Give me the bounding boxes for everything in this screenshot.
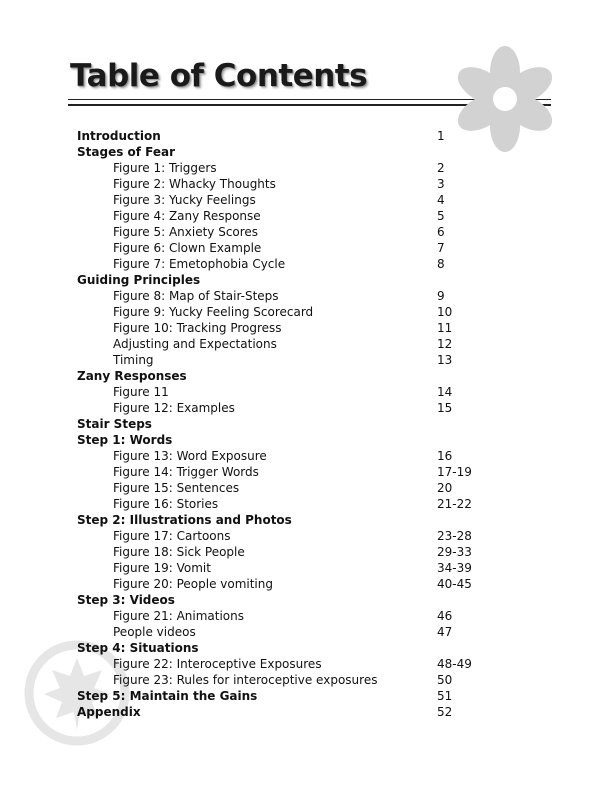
toc-entry-title: Figure 9: Yucky Feeling Scorecard xyxy=(113,305,314,319)
toc-section-entry[interactable] xyxy=(77,512,477,528)
toc-entry-page: 15 xyxy=(437,401,453,415)
toc-section-entry[interactable] xyxy=(77,368,477,384)
toc-entry-title: Introduction xyxy=(77,129,161,143)
toc-entry-title: Step 4: Situations xyxy=(77,641,199,655)
toc-entry-page: 48-49 xyxy=(437,657,472,671)
toc-entry[interactable] xyxy=(77,160,477,176)
toc-section-entry[interactable] xyxy=(77,416,477,432)
toc-entry-title: Zany Responses xyxy=(77,369,187,383)
toc-entry[interactable] xyxy=(77,192,477,208)
toc-entry-page: 1 xyxy=(437,129,445,143)
toc-entry-title: Figure 6: Clown Example xyxy=(113,241,262,255)
toc-entry-page: 12 xyxy=(437,337,453,351)
toc-entry-title: Figure 1: Triggers xyxy=(113,161,217,175)
toc-entry-page: 10 xyxy=(437,305,453,319)
toc-entry-page: 5 xyxy=(437,209,445,223)
page-title: Table of Contents xyxy=(70,58,368,94)
toc-entry-page: 21-22 xyxy=(437,497,472,511)
toc-entry-page: 40-45 xyxy=(437,577,472,591)
toc-entry-title: Figure 21: Animations xyxy=(113,609,245,623)
toc-entry-title: Stages of Fear xyxy=(77,145,176,159)
toc-entry-title: Figure 3: Yucky Feelings xyxy=(113,193,256,207)
toc-entry-title: Figure 17: Cartoons xyxy=(113,529,231,543)
toc-entry-page: 23-28 xyxy=(437,529,472,543)
toc-entry-page: 2 xyxy=(437,161,445,175)
toc-entry-page: 9 xyxy=(437,289,445,303)
flower-center xyxy=(493,87,517,111)
toc-entry-title: Figure 23: Rules for interoceptive exposures xyxy=(113,673,378,687)
toc-entry-title: Timing xyxy=(113,353,154,367)
toc-section-entry[interactable] xyxy=(77,704,477,720)
toc-entry-page: 6 xyxy=(437,225,445,239)
toc-entry-title: Step 3: Videos xyxy=(77,593,175,607)
toc-entry-title: Figure 2: Whacky Thoughts xyxy=(113,177,276,191)
toc-entry[interactable] xyxy=(77,224,477,240)
toc-entry-page: 4 xyxy=(437,193,445,207)
toc-entry-title: Figure 20: People vomiting xyxy=(113,577,273,591)
toc-entry-page: 13 xyxy=(437,353,453,367)
toc-entry[interactable] xyxy=(77,208,477,224)
toc-entry-page: 51 xyxy=(437,689,453,703)
toc-entry[interactable] xyxy=(77,544,477,560)
toc-entry[interactable] xyxy=(77,288,477,304)
toc-entry[interactable] xyxy=(77,256,477,272)
toc-entry-page: 20 xyxy=(437,481,453,495)
toc-entry-title: Figure 22: Interoceptive Exposures xyxy=(113,657,322,671)
toc-entry-title: Figure 12: Examples xyxy=(113,401,235,415)
toc-entry[interactable] xyxy=(77,464,477,480)
toc-entry[interactable] xyxy=(77,672,477,688)
toc-entry-page: 16 xyxy=(437,449,453,463)
toc-entry-page: 52 xyxy=(437,705,453,719)
toc-entry-page: 50 xyxy=(437,673,453,687)
toc-entry-title: Figure 19: Vomit xyxy=(113,561,211,575)
toc-entry[interactable] xyxy=(77,336,477,352)
toc-section-entry[interactable] xyxy=(77,144,477,160)
toc-entry-page: 17-19 xyxy=(437,465,472,479)
toc-entry[interactable] xyxy=(77,608,477,624)
toc-entry[interactable] xyxy=(77,320,477,336)
toc-section-entry[interactable] xyxy=(77,128,477,144)
toc-entry[interactable] xyxy=(77,304,477,320)
toc-entry[interactable] xyxy=(77,176,477,192)
toc-entry-title: Figure 18: Sick People xyxy=(113,545,245,559)
toc-section-entry[interactable] xyxy=(77,688,477,704)
toc-entry-page: 14 xyxy=(437,385,453,399)
toc-section-entry[interactable] xyxy=(77,432,477,448)
toc-entry-page: 11 xyxy=(437,321,453,335)
toc-section-entry[interactable] xyxy=(77,640,477,656)
toc-entry[interactable] xyxy=(77,400,477,416)
toc-entry-page: 29-33 xyxy=(437,545,472,559)
toc-entry-page: 46 xyxy=(437,609,453,623)
toc-entry-title: People videos xyxy=(113,625,196,639)
toc-entry[interactable] xyxy=(77,656,477,672)
toc-entry-title: Figure 16: Stories xyxy=(113,497,219,511)
toc-entry-title: Step 5: Maintain the Gains xyxy=(77,689,258,703)
toc-entry-title: Figure 15: Sentences xyxy=(113,481,240,495)
toc-entry[interactable] xyxy=(77,528,477,544)
toc-entry[interactable] xyxy=(77,480,477,496)
toc-entry[interactable] xyxy=(77,624,477,640)
toc-entry-page: 47 xyxy=(437,625,453,639)
toc-entry-page: 34-39 xyxy=(437,561,472,575)
toc-entry-title: Figure 13: Word Exposure xyxy=(113,449,267,463)
toc-entry-title: Stair Steps xyxy=(77,417,152,431)
toc-entry[interactable] xyxy=(77,448,477,464)
toc-entry[interactable] xyxy=(77,576,477,592)
toc-entry[interactable] xyxy=(77,496,477,512)
toc-entry-title: Figure 5: Anxiety Scores xyxy=(113,225,259,239)
toc-entry[interactable] xyxy=(77,352,477,368)
toc-entry-title: Adjusting and Expectations xyxy=(113,337,277,351)
toc-section-entry[interactable] xyxy=(77,272,477,288)
toc-section-entry[interactable] xyxy=(77,592,477,608)
toc-entry-title: Figure 11 xyxy=(113,385,169,399)
toc-entry-title: Figure 8: Map of Stair-Steps xyxy=(113,289,279,303)
toc-entry-title: Figure 10: Tracking Progress xyxy=(113,321,282,335)
toc-entry-page: 3 xyxy=(437,177,445,191)
toc-entry-title: Figure 7: Emetophobia Cycle xyxy=(113,257,286,271)
toc-entry-title: Figure 4: Zany Response xyxy=(113,209,261,223)
toc-entry[interactable] xyxy=(77,384,477,400)
toc-list xyxy=(77,128,477,720)
toc-entry-title: Step 2: Illustrations and Photos xyxy=(77,513,292,527)
toc-entry-title: Guiding Principles xyxy=(77,273,201,287)
toc-entry[interactable] xyxy=(77,240,477,256)
toc-entry[interactable] xyxy=(77,560,477,576)
toc-entry-title: Figure 14: Trigger Words xyxy=(113,465,259,479)
toc-entry-page: 7 xyxy=(437,241,445,255)
toc-entry-page: 8 xyxy=(437,257,445,271)
toc-entry-title: Appendix xyxy=(77,705,141,719)
toc-entry-title: Step 1: Words xyxy=(77,433,173,447)
